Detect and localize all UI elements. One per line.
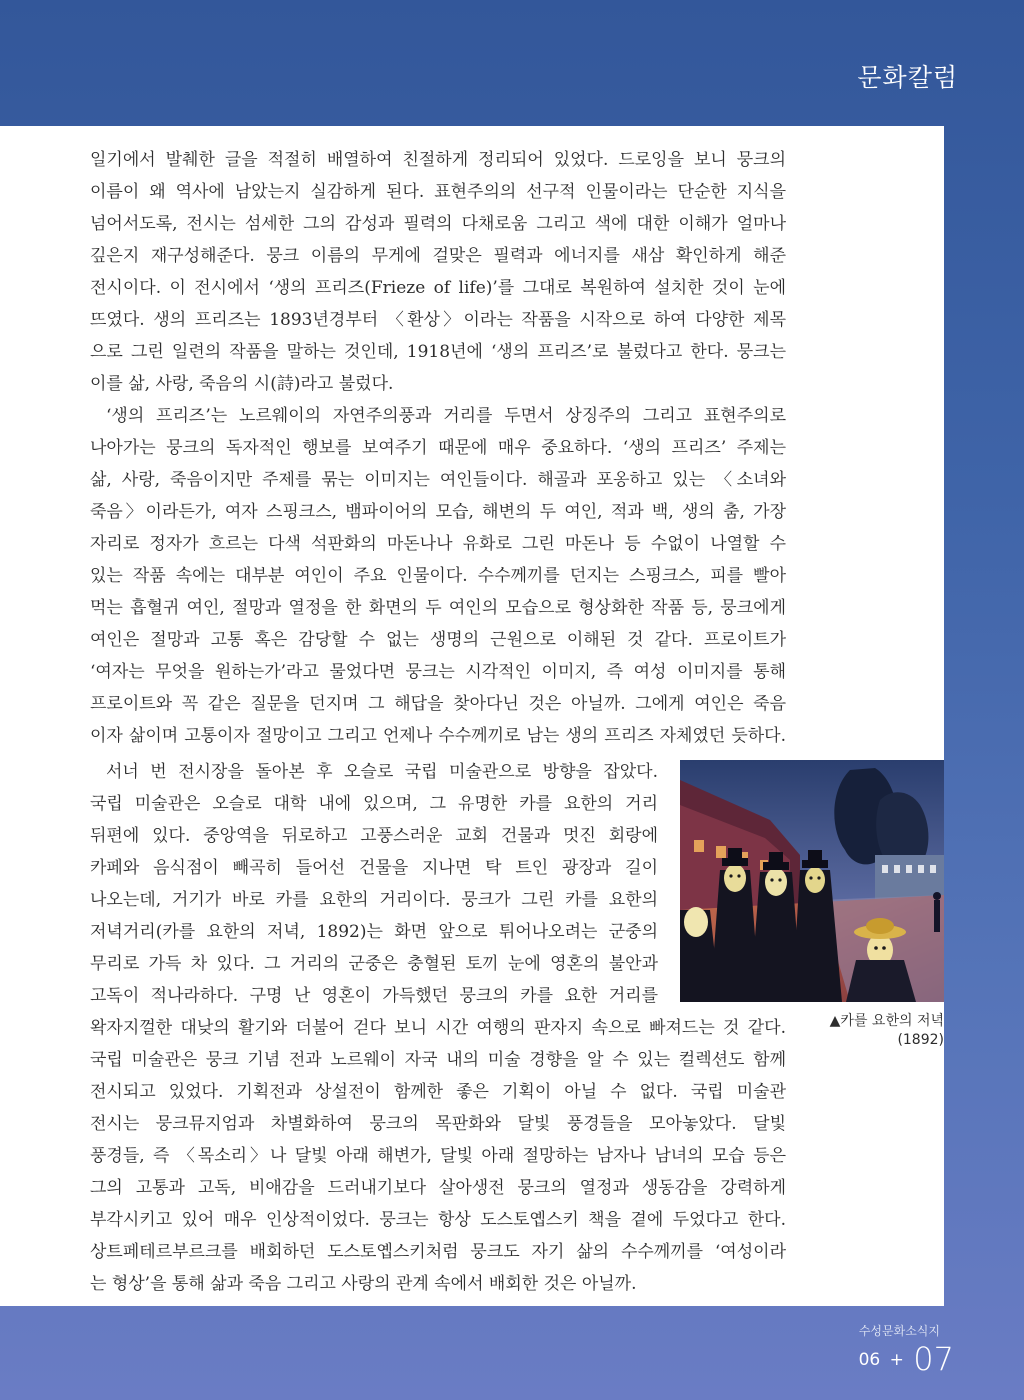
body-line: 전시이다. 이 전시에서 ‘생의 프리즈(Frieze of life)’를 그대로 복원하여 설치한 것이 눈에	[90, 278, 786, 298]
body-line: 서너 번 전시장을 돌아본 후 오슬로 국립 미술관으로 방향을 잡았다.	[106, 762, 658, 782]
body-line: 전시되고 있었다. 기획전과 상설전이 함께한 좋은 기획이 아닐 수 없다. 국립 미술관	[90, 1082, 786, 1102]
body-line: 자리로 정자가 흐르는 다색 석판화의 마돈나나 유화로 그린 마돈나 등 수없이 나열할 수	[90, 534, 786, 554]
body-line: ‘여자는 무엇을 원하는가’라고 물었다면 뭉크는 시각적인 이미지, 즉 여성 이미지를 통해	[90, 662, 786, 682]
body-line: 프로이트와 꼭 같은 질문을 던지며 그 해답을 찾아다닌 것은 아닐까. 그에게 여인은 죽음	[90, 694, 786, 714]
body-line: 고독이 적나라하다. 구명 난 영혼이 가득했던 뭉크의 카를 요한 거리를	[90, 986, 658, 1006]
body-line: 왁자지껄한 대낮의 활기와 더불어 걷다 보니 시간 여행의 판자지 속으로 빠져드는 것 같다.	[90, 1018, 786, 1038]
body-line: 뜨였다. 생의 프리즈는 1893년경부터 〈환상〉이라는 작품을 시작으로 하여 다양한 제목	[90, 310, 786, 330]
painting-image	[680, 760, 944, 1002]
body-line: 그의 고통과 고독, 비애감을 드러내기보다 살아생전 뭉크의 열정과 생동감을 강력하게	[90, 1178, 786, 1198]
caption-title: ▲카를 요한의 저녁	[829, 1013, 944, 1029]
body-line: 여인은 절망과 고통 혹은 감당할 수 없는 생명의 근원으로 이해된 것 같다. 프로이트가	[90, 630, 786, 650]
body-line: 상트페테르부르크를 배회하던 도스토옙스키처럼 뭉크도 자기 삶의 수수께끼를 ‘여성이라	[90, 1242, 786, 1262]
body-line: 깊은지 재구성해준다. 뭉크 이름의 무게에 걸맞은 필력과 에너지를 새삼 확인하게 해준	[90, 246, 786, 266]
page-number-right: 07	[913, 1340, 954, 1378]
figure-caption	[830, 1012, 944, 1050]
body-line: 으로 그린 일련의 작품을 말하는 것인데, 1918년에 ‘생의 프리즈’로 불렀다고 한다. 뭉크는	[90, 342, 786, 362]
page-separator: +	[889, 1350, 904, 1370]
body-line: 먹는 흡혈귀 여인, 절망과 열정을 한 화면의 두 여인의 모습으로 형상화한 작품 등, 뭉크에게	[90, 598, 786, 618]
body-line: 죽음〉이라든가, 여자 스핑크스, 뱀파이어의 모습, 해변의 두 여인, 적과 백, 생의 춤, 가장	[90, 502, 786, 522]
body-line: 전시는 뭉크뮤지엄과 차별화하여 뭉크의 목판화와 달빛 풍경들을 모아놓았다. 달빛	[90, 1114, 786, 1134]
body-line: 삶, 사랑, 죽음이지만 주제를 묶는 이미지는 여인들이다. 해골과 포옹하고 있는 〈소녀와	[90, 470, 786, 490]
body-line: 는 형상’을 통해 삶과 죽음 그리고 사랑의 관계 속에서 배회한 것은 아닐까.	[90, 1274, 637, 1294]
body-line: 부각시키고 있어 매우 인상적이었다. 뭉크는 항상 도스토옙스키 책을 곁에 두었다고 한다.	[90, 1210, 786, 1230]
body-line: 이자 삶이며 고통이자 절망이고 그리고 언제나 수수께끼로 남는 생의 프리즈 자체였던 듯하다.	[90, 726, 786, 746]
section-title: 문화칼럼	[857, 63, 958, 92]
body-line: 카페와 음식점이 빼곡히 들어선 건물을 지나면 탁 트인 광장과 길이	[90, 858, 658, 878]
body-line: 나아가는 뭉크의 독자적인 행보를 보여주기 때문에 매우 중요하다. ‘생의 프리즈’ 주제는	[90, 438, 786, 458]
body-line: 저녁거리(카를 요한의 저녁, 1892)는 화면 앞으로 튀어나오려는 군중의	[90, 922, 658, 942]
page-number-left: 06	[858, 1350, 881, 1370]
body-line: 넘어서도록, 전시는 섬세한 그의 감성과 필력의 다채로움 그리고 색에 대한 이해가 얼마나	[90, 214, 786, 234]
magazine-name: 수성문화소식지	[858, 1324, 940, 1338]
page-numbers	[859, 1340, 954, 1378]
body-line: 국립 미술관은 오슬로 대학 내에 있으며, 그 유명한 카를 요한의 거리	[90, 794, 658, 814]
body-line: 뒤편에 있다. 중앙역을 뒤로하고 고풍스러운 교회 건물과 멋진 회랑에	[90, 826, 658, 846]
body-line: 이를 삶, 사랑, 죽음의 시(詩)라고 불렀다.	[90, 374, 394, 394]
body-line: 국립 미술관은 뭉크 기념 전과 노르웨이 자국 내의 미술 경향을 알 수 있는 컬렉션도 함께	[90, 1050, 786, 1070]
body-line: 있는 작품 속에는 대부분 여인이 주요 인물이다. 수수께끼를 던지는 스핑크스, 피를 빨아	[90, 566, 786, 586]
caption-year: (1892)	[897, 1032, 944, 1048]
body-line: 나오는데, 거기가 바로 카를 요한의 거리이다. 뭉크가 그린 카를 요한의	[90, 890, 658, 910]
body-line: 무리로 가득 차 있다. 그 거리의 군중은 충혈된 토끼 눈에 영혼의 불안과	[90, 954, 658, 974]
body-line: 풍경들, 즉 〈목소리〉나 달빛 아래 해변가, 달빛 아래 절망하는 남자나 남녀의 모습 등은	[90, 1146, 786, 1166]
body-line: ‘생의 프리즈’는 노르웨이의 자연주의풍과 거리를 두면서 상징주의 그리고 표현주의로	[106, 406, 786, 426]
body-line: 일기에서 발췌한 글을 적절히 배열하여 친절하게 정리되어 있었다. 드로잉을 보니 뭉크의	[90, 150, 786, 170]
body-line: 이름이 왜 역사에 남았는지 실감하게 된다. 표현주의의 선구적 인물이라는 단순한 지식을	[90, 182, 786, 202]
